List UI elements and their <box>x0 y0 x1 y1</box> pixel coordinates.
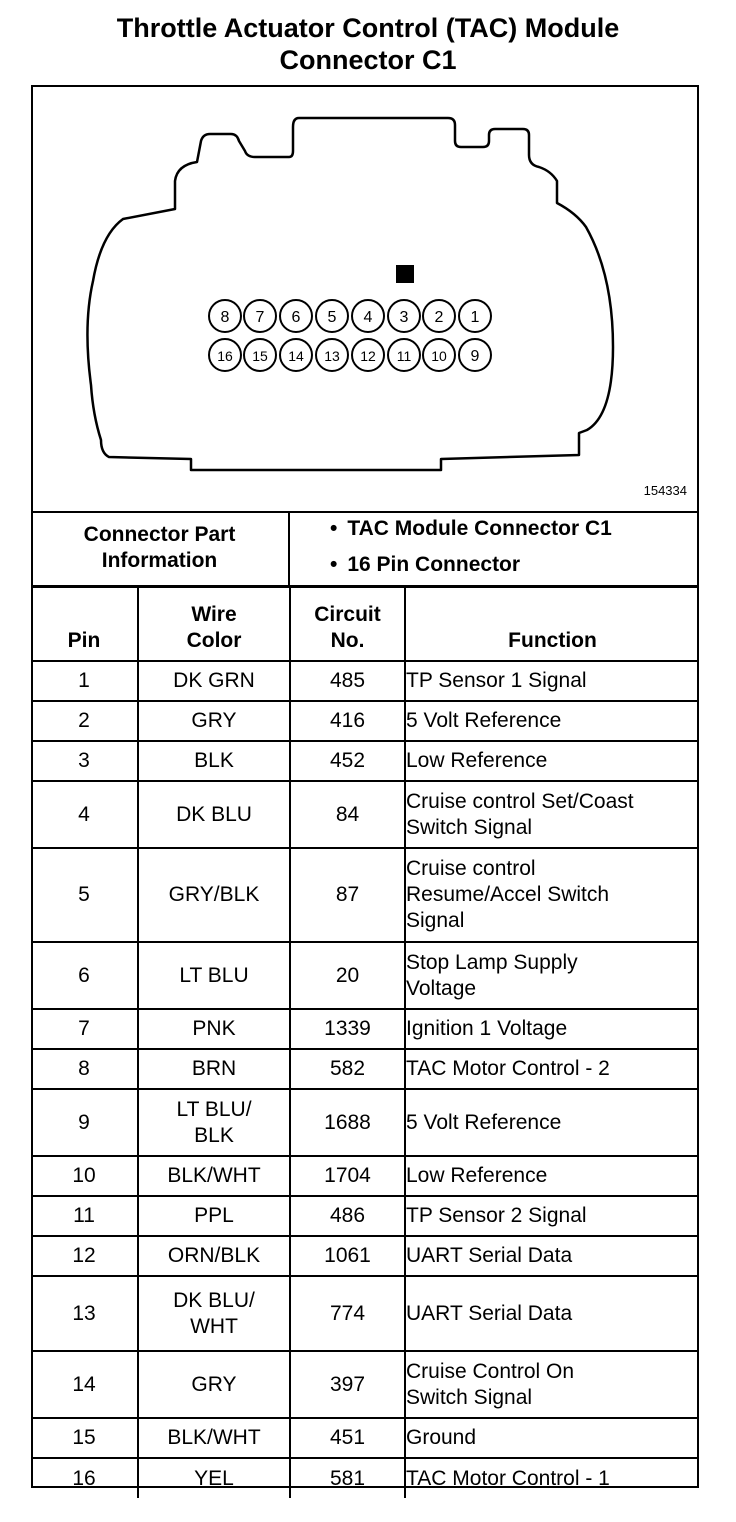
circuit-no-cell-text: 397 <box>329 1372 366 1396</box>
function-cell <box>405 1196 699 1236</box>
pin-number-label: 16 <box>217 348 233 364</box>
function-cell <box>405 1049 699 1089</box>
pin-cell <box>31 1049 138 1089</box>
wire-color-cell-text: YEL <box>194 1466 234 1490</box>
connector-part-info-label: Connector Part Information <box>31 511 290 585</box>
pin-cell-text: 12 <box>72 1244 96 1267</box>
circuit-no-cell <box>290 701 405 741</box>
circuit-no-cell-text: 485 <box>329 669 366 692</box>
pin-cell-text: 5 <box>78 883 90 906</box>
pin-number-label: 7 <box>255 309 265 326</box>
title-line-1: Throttle Actuator Control (TAC) Module <box>116 13 620 43</box>
header-function: Function <box>405 587 699 661</box>
function-cell <box>405 701 699 741</box>
circuit-no-cell-text: 581 <box>329 1466 366 1490</box>
table-row <box>31 741 699 781</box>
circuit-no-cell <box>290 1418 405 1458</box>
wire-color-cell <box>138 1089 290 1156</box>
pin-cell-text: 11 <box>73 1204 95 1227</box>
circuit-no-cell <box>290 1196 405 1236</box>
pin-number-label: 13 <box>324 348 340 364</box>
title-line-2: Connector C1 <box>279 45 457 75</box>
wire-color-cell-text: GRY <box>191 1372 237 1396</box>
function-cell-text: Cruise control Resume/Accel Switch Signal <box>406 857 610 932</box>
pin-number-label: 1 <box>470 309 480 326</box>
table-row <box>31 1276 699 1351</box>
function-cell <box>405 781 699 848</box>
circuit-no-cell <box>290 1089 405 1156</box>
function-cell-text: UART Serial Data <box>406 1301 573 1325</box>
pin-number-label: 11 <box>396 348 412 364</box>
function-cell-text: 5 Volt Reference <box>406 1110 562 1134</box>
connector-key-square <box>396 265 414 283</box>
circuit-no-cell-text: 451 <box>329 1426 366 1449</box>
pin-number-label: 8 <box>220 309 230 326</box>
pin-cell <box>31 661 138 701</box>
function-cell <box>405 741 699 781</box>
function-cell-text: Ignition 1 Voltage <box>406 1017 568 1040</box>
pin-cell <box>31 1236 138 1276</box>
wire-color-cell <box>138 781 290 848</box>
wire-color-cell <box>138 661 290 701</box>
wire-color-cell-text: PPL <box>194 1204 234 1227</box>
circuit-no-cell <box>290 1351 405 1418</box>
function-cell-text: TP Sensor 1 Signal <box>406 669 587 692</box>
circuit-no-cell-text: 1704 <box>324 1164 371 1187</box>
pin-cell-text: 3 <box>78 749 90 772</box>
table-row <box>31 1156 699 1196</box>
pin-table <box>31 586 699 1498</box>
circuit-no-cell-text: 1339 <box>324 1017 371 1040</box>
circuit-no-cell-text: 1061 <box>324 1244 371 1267</box>
pin-cell-text: 16 <box>72 1466 96 1490</box>
bullet-icon: • <box>330 553 338 576</box>
connector-info-row <box>31 511 699 587</box>
wire-color-cell <box>138 701 290 741</box>
wire-color-cell <box>138 1458 290 1498</box>
wire-color-cell <box>138 1418 290 1458</box>
circuit-no-cell <box>290 848 405 942</box>
pin-cell-text: 4 <box>78 802 90 826</box>
header-wire-color: Wire Color <box>138 587 290 661</box>
wire-color-cell <box>138 1276 290 1351</box>
pin-table-header-row <box>31 587 699 661</box>
table-row <box>31 942 699 1009</box>
circuit-no-cell <box>290 781 405 848</box>
connector-outline-drawing <box>31 85 699 513</box>
table-row <box>31 661 699 701</box>
connector-part-info-list <box>290 511 697 585</box>
function-cell <box>405 1351 699 1418</box>
circuit-no-cell <box>290 1009 405 1049</box>
pin-cell-text: 10 <box>72 1164 96 1187</box>
header-pin: Pin <box>31 587 138 661</box>
pin-cell-text: 7 <box>78 1017 90 1040</box>
pin-number-label: 2 <box>434 309 444 326</box>
pin-cell-text: 9 <box>78 1110 90 1134</box>
function-cell-text: Stop Lamp Supply Voltage <box>406 950 578 1000</box>
function-cell <box>405 1458 699 1498</box>
circuit-no-cell <box>290 1458 405 1498</box>
table-row <box>31 1009 699 1049</box>
circuit-no-cell-text: 1688 <box>324 1110 371 1134</box>
function-cell <box>405 848 699 942</box>
wire-color-cell <box>138 1049 290 1089</box>
pin-cell <box>31 1418 138 1458</box>
table-row <box>31 1089 699 1156</box>
connector-info-bullet <box>330 553 520 577</box>
pin-number-label: 4 <box>363 309 373 326</box>
connector-info-text: TAC Module Connector C1 <box>347 517 612 540</box>
function-cell-text: TP Sensor 2 Signal <box>406 1204 587 1227</box>
table-row <box>31 1049 699 1089</box>
pin-number-label: 15 <box>252 348 268 364</box>
pin-cell <box>31 848 138 942</box>
wire-color-cell-text: BLK <box>194 749 234 772</box>
pin-number-label: 6 <box>291 309 301 326</box>
circuit-no-cell <box>290 1276 405 1351</box>
function-cell-text: Low Reference <box>406 749 548 772</box>
pin-number-label: 12 <box>360 348 376 364</box>
pin-cell-text: 15 <box>72 1426 96 1449</box>
wire-color-cell-text: BRN <box>191 1057 237 1080</box>
circuit-no-cell-text: 452 <box>329 749 366 772</box>
wire-color-cell <box>138 741 290 781</box>
circuit-no-cell <box>290 741 405 781</box>
connector-housing-outline <box>87 118 613 470</box>
function-cell <box>405 1236 699 1276</box>
function-cell-text: Low Reference <box>406 1164 548 1187</box>
function-cell-text: Ground <box>406 1426 477 1449</box>
circuit-no-cell <box>290 1049 405 1089</box>
wire-color-cell-text: LT BLU <box>179 963 249 987</box>
function-cell <box>405 1418 699 1458</box>
connector-info-bullet <box>330 517 612 541</box>
wire-color-cell-text: GRY <box>191 709 237 732</box>
function-cell-text: UART Serial Data <box>406 1244 573 1267</box>
pin-number-label: 9 <box>470 348 480 365</box>
function-cell-text: Cruise control Set/Coast Switch Signal <box>406 789 634 839</box>
function-cell <box>405 942 699 1009</box>
function-cell-text: Cruise Control On Switch Signal <box>406 1359 575 1409</box>
wire-color-cell-text: ORN/BLK <box>167 1244 261 1267</box>
pin-number-label: 3 <box>399 309 409 326</box>
circuit-no-cell-text: 416 <box>329 709 366 732</box>
circuit-no-cell-text: 582 <box>329 1057 366 1080</box>
pin-number-label: 10 <box>431 348 447 364</box>
function-cell <box>405 661 699 701</box>
table-row <box>31 1458 699 1498</box>
pin-cell <box>31 1351 138 1418</box>
function-cell <box>405 1089 699 1156</box>
pin-cell <box>31 1276 138 1351</box>
wire-color-cell-text: LT BLU/ BLK <box>176 1097 252 1147</box>
pin-cell-text: 13 <box>72 1301 96 1325</box>
wire-color-cell <box>138 1009 290 1049</box>
pin-cell <box>31 701 138 741</box>
wire-color-cell <box>138 942 290 1009</box>
pin-cell <box>31 1089 138 1156</box>
table-row <box>31 701 699 741</box>
wire-color-cell <box>138 848 290 942</box>
wire-color-cell <box>138 1196 290 1236</box>
table-row <box>31 781 699 848</box>
table-row <box>31 1418 699 1458</box>
pin-cell <box>31 781 138 848</box>
circuit-no-cell <box>290 942 405 1009</box>
circuit-no-cell-text: 20 <box>335 963 360 987</box>
bullet-icon: • <box>330 517 338 540</box>
wire-color-cell-text: DK GRN <box>173 669 255 692</box>
wire-color-cell-text: BLK/WHT <box>167 1164 261 1187</box>
table-row <box>31 1196 699 1236</box>
function-cell-text: TAC Motor Control - 1 <box>406 1466 610 1490</box>
connector-info-text: 16 Pin Connector <box>347 553 521 576</box>
pin-cell-text: 14 <box>72 1372 96 1396</box>
circuit-no-cell-text: 774 <box>329 1301 366 1325</box>
wire-color-cell-text: GRY/BLK <box>168 883 260 906</box>
wire-color-cell-text: DK BLU/ WHT <box>173 1288 255 1338</box>
wire-color-cell-text: PNK <box>192 1017 236 1040</box>
function-cell <box>405 1156 699 1196</box>
function-cell <box>405 1009 699 1049</box>
wire-color-cell <box>138 1156 290 1196</box>
pin-cell-text: 6 <box>78 963 90 987</box>
circuit-no-cell <box>290 661 405 701</box>
pin-cell <box>31 942 138 1009</box>
pin-cell <box>31 1196 138 1236</box>
pin-cell <box>31 741 138 781</box>
pin-number-label: 5 <box>327 309 337 326</box>
circuit-no-cell-text: 87 <box>335 883 360 906</box>
pin-cell-text: 2 <box>78 709 90 732</box>
circuit-no-cell <box>290 1236 405 1276</box>
wire-color-cell <box>138 1351 290 1418</box>
pin-cell <box>31 1156 138 1196</box>
page-title <box>0 12 736 76</box>
diagram-id: 154334 <box>643 483 687 498</box>
pin-number-label: 14 <box>288 348 304 364</box>
table-row <box>31 848 699 942</box>
pin-cell <box>31 1458 138 1498</box>
pin-cell-text: 1 <box>78 669 90 692</box>
circuit-no-cell-text: 84 <box>335 802 360 826</box>
connector-diagram <box>31 85 699 513</box>
pin-cell-text: 8 <box>78 1057 90 1080</box>
function-cell <box>405 1276 699 1351</box>
pin-cell <box>31 1009 138 1049</box>
wire-color-cell-text: DK BLU <box>176 802 252 826</box>
pin-circles-group <box>209 300 491 371</box>
function-cell-text: TAC Motor Control - 2 <box>406 1057 610 1080</box>
header-circuit-no: Circuit No. <box>290 587 405 661</box>
table-row <box>31 1351 699 1418</box>
wire-color-cell <box>138 1236 290 1276</box>
circuit-no-cell <box>290 1156 405 1196</box>
wire-color-cell-text: BLK/WHT <box>167 1426 261 1449</box>
table-row <box>31 1236 699 1276</box>
function-cell-text: 5 Volt Reference <box>406 709 562 732</box>
circuit-no-cell-text: 486 <box>329 1204 366 1227</box>
